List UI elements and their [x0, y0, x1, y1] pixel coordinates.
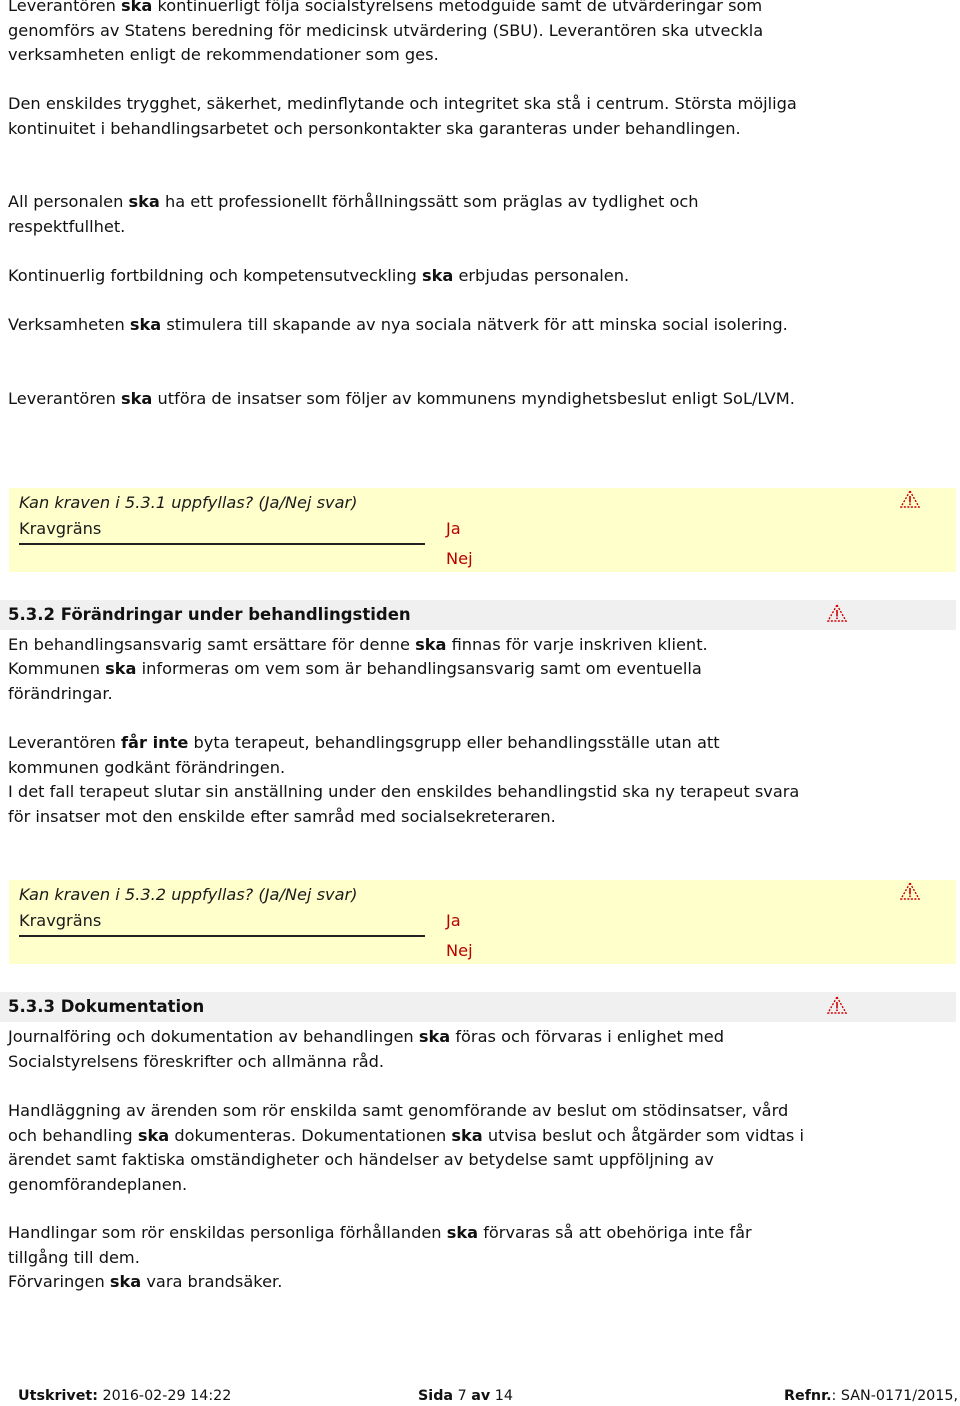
requirement-question: Kan kraven i 5.3.1 uppfyllas? (Ja/Nej svar) — [19, 493, 358, 512]
safety-paragraph: Den enskildes trygghet, säkerhet, medinflytande och integritet ska stå i centrum. Största möjliga kontinuitet i behandlingsarbetet och personkontakter ska garanteras under behandlingen. — [8, 94, 797, 138]
training-paragraph: Kontinuerlig fortbildning och kompetensutveckling ska erbjudas personalen. — [8, 266, 630, 285]
section-533-p3: Handlingar som rör enskildas personliga förhållanden ska förvaras så att obehöriga inte får tillgång till dem. — [8, 1223, 752, 1267]
section-533-p1: Journalföring och dokumentation av behandlingen ska föras och förvaras i enlighet med Socialstyrelsens föreskrifter och allmänna råd. — [8, 1027, 725, 1071]
section-532-p1: En behandlingsansvarig samt ersättare för denne ska finnas för varje inskriven klient. — [8, 635, 708, 654]
section-title: 5.3.3 Dokumentation — [8, 997, 205, 1016]
section-533-p2: Handläggning av ärenden som rör enskilda samt genomförande av beslut om stödinsatser, vård och behandling ska dokumenteras. Dokumentationen ska utvisa beslut och åtgärder som vidtas i ärendet samt faktiska omständigheter och händelser av betydelse samt uppföljning av genomförandeplanen. — [8, 1101, 804, 1194]
answer-yes[interactable]: Ja — [446, 519, 461, 538]
requirement-box-531 — [9, 488, 956, 572]
warning-icon — [827, 604, 847, 622]
warning-icon — [827, 996, 847, 1014]
warning-icon — [900, 882, 920, 900]
section-header-532 — [0, 600, 956, 630]
section-533-p4: Förvaringen ska vara brandsäker. — [8, 1272, 283, 1291]
limit-label: Kravgräns — [19, 911, 102, 930]
requirement-box-532 — [9, 880, 956, 964]
network-paragraph: Verksamheten ska stimulera till skapande av nya sociala nätverk för att minska social isolering. — [8, 315, 788, 334]
answer-yes[interactable]: Ja — [446, 911, 461, 930]
warning-icon — [900, 490, 920, 508]
answer-no[interactable]: Nej — [446, 549, 473, 568]
footer-printed: Utskrivet: 2016-02-29 14:22 — [18, 1388, 232, 1404]
limit-label: Kravgräns — [19, 519, 102, 538]
section-532-p2: Kommunen ska informeras om vem som är behandlingsansvarig samt om eventuella förändringar. — [8, 659, 702, 703]
footer-page: Sida 7 av 14 — [418, 1388, 513, 1404]
section-532-p4: I det fall terapeut slutar sin anställning under den enskildes behandlingstid ska ny terapeut svara för insatser mot den enskilde efter samråd med socialsekreteraren. — [8, 782, 800, 826]
top-paragraph: Leverantören ska kontinuerligt följa socialstyrelsens metodguide samt de utvärderingar som genomförs av Statens beredning för medicinsk utvärdering (SBU). Leverantören ska utveckla verksamheten enligt de rekommendationer som ges. — [8, 0, 764, 64]
supplier-paragraph: Leverantören ska utföra de insatser som följer av kommunens myndighetsbeslut enligt SoL/LVM. — [8, 389, 795, 408]
staff-paragraph: All personalen ska ha ett professionellt förhållningssätt som präglas av tydlighet och respektfullhet. — [8, 192, 699, 236]
limit-underline — [19, 935, 425, 937]
requirement-question: Kan kraven i 5.3.2 uppfyllas? (Ja/Nej svar) — [19, 885, 358, 904]
section-532-p3: Leverantören får inte byta terapeut, behandlingsgrupp eller behandlingsställe utan att kommunen godkänt förändringen. — [8, 733, 720, 777]
limit-underline — [19, 543, 425, 545]
answer-no[interactable]: Nej — [446, 941, 473, 960]
footer-ref: Refnr.: SAN-0171/2015, — [784, 1388, 959, 1404]
section-title: 5.3.2 Förändringar under behandlingstiden — [8, 605, 411, 624]
section-header-533 — [0, 992, 956, 1022]
